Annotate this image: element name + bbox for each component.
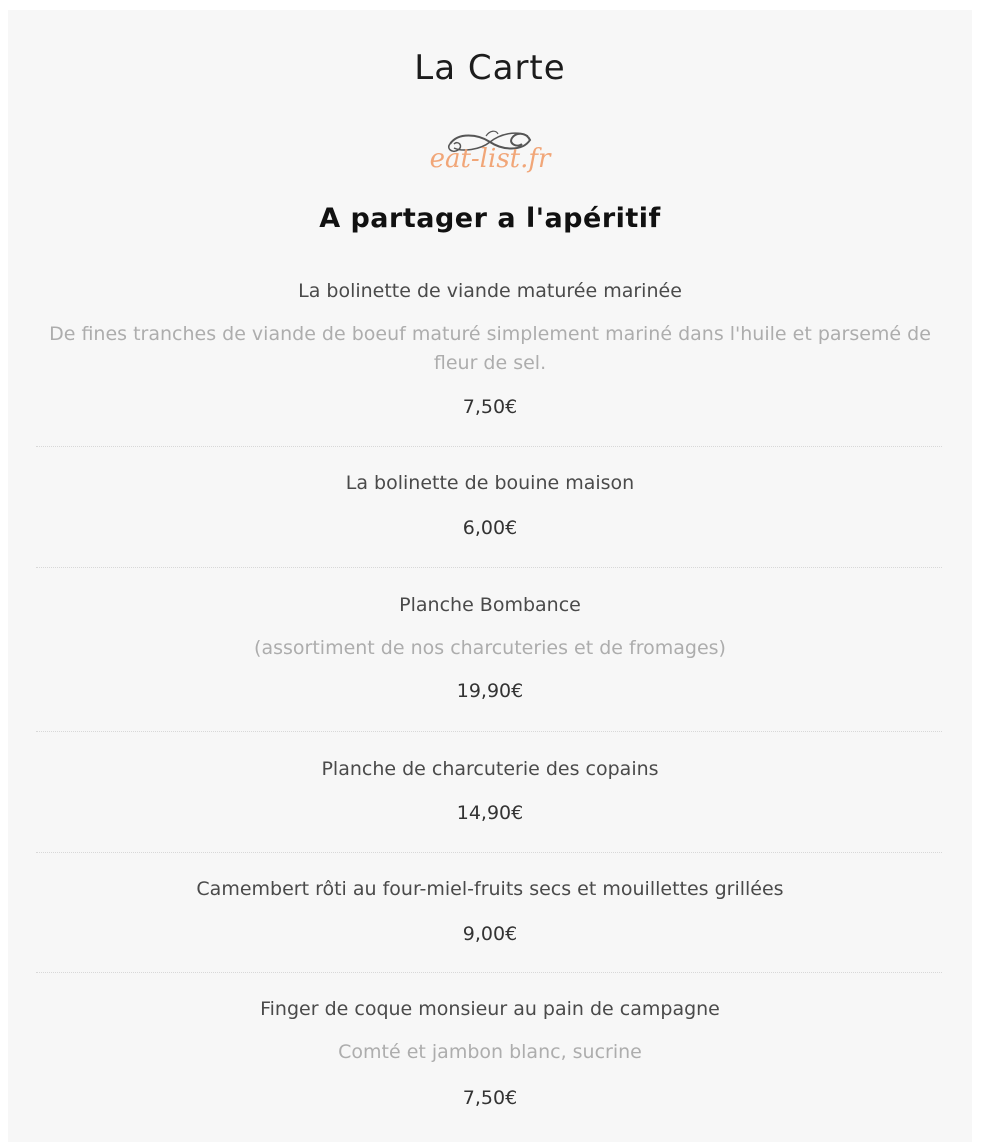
menu-item-name: Planche de charcuterie des copains: [321, 758, 659, 780]
divider: [36, 731, 942, 732]
menu-item-name: Finger de coque monsieur au pain de campagne: [260, 998, 720, 1020]
menu-item-price: 6,00€: [462, 517, 518, 539]
menu-item-name: La bolinette de bouine maison: [345, 472, 635, 494]
divider: [36, 852, 942, 853]
menu-item-price: 9,00€: [462, 923, 518, 945]
menu-item-price: 7,50€: [462, 396, 518, 418]
menu-item-name: Camembert rôti au four-miel-fruits secs et mouillettes grillées: [196, 878, 784, 900]
menu-card: [8, 10, 972, 1142]
page-title: La Carte: [414, 48, 566, 88]
menu-item-description: (assortiment de nos charcuteries et de fromages): [254, 637, 726, 659]
divider: [36, 567, 942, 568]
menu-item-description: De fines tranches de viande de boeuf maturé simplement mariné dans l'huile et parsemé de fleur de sel.: [49, 323, 931, 374]
watermark-logo: eat-list.fr: [429, 144, 551, 174]
menu-item-description: Comté et jambon blanc, sucrine: [338, 1041, 642, 1063]
menu-item-name: Planche Bombance: [399, 594, 581, 616]
menu-item-price: 7,50€: [462, 1087, 518, 1109]
section-title: A partager a l'apéritif: [319, 203, 661, 234]
menu-item-price: 19,90€: [456, 680, 524, 702]
divider: [36, 446, 942, 447]
menu-item-name: La bolinette de viande maturée marinée: [298, 280, 682, 302]
menu-item-price: 14,90€: [456, 802, 524, 824]
divider: [36, 972, 942, 973]
